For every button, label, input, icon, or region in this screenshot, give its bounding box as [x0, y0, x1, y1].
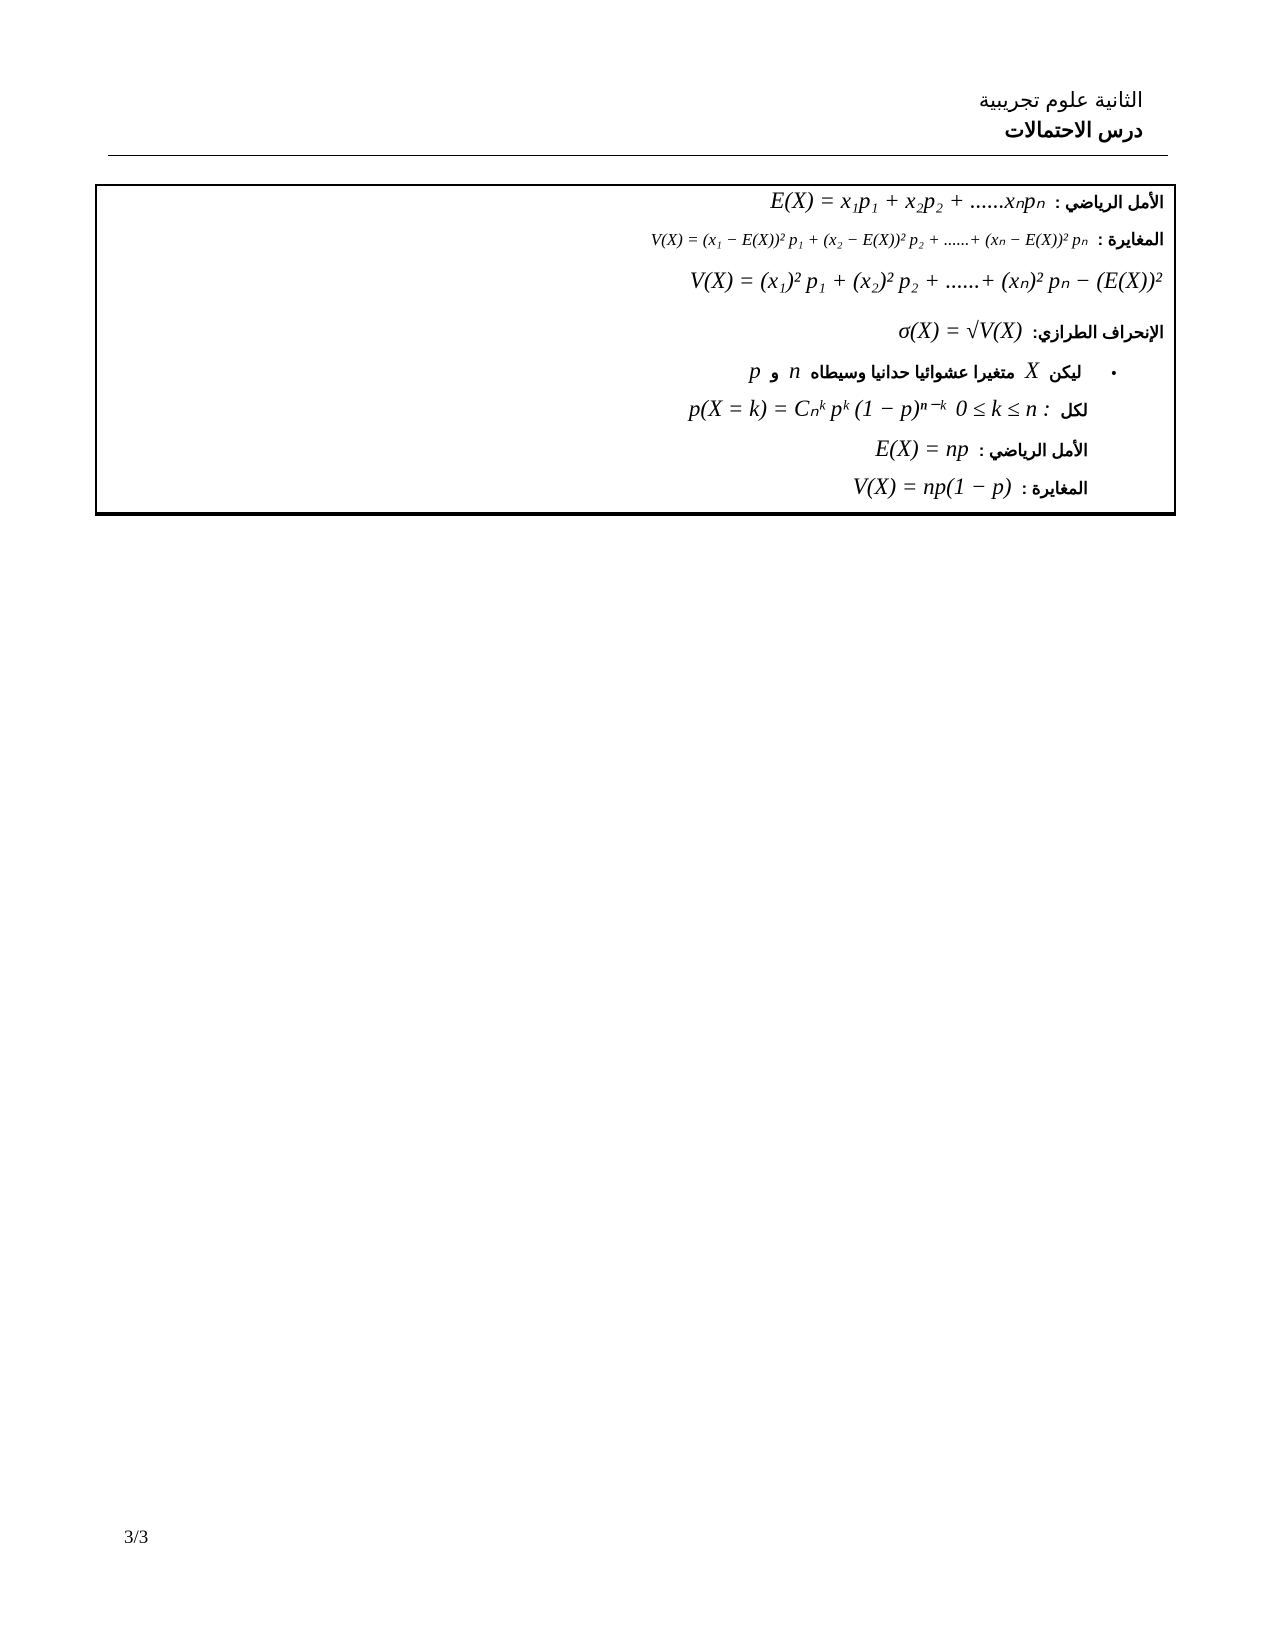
- binomial-pmf-row: [689, 396, 1088, 422]
- lesson-title: درس الاحتمالات: [1004, 119, 1143, 142]
- binomial-desc: متغيرا عشوائيا حدانيا وسيطاه: [810, 363, 1016, 382]
- binomial-expectation-row: [875, 436, 1088, 462]
- binomial-variance-label: المغايرة :: [1021, 479, 1088, 498]
- expectation-label: الأمل الرياضي :: [1054, 193, 1164, 212]
- std-dev-label: الإنحراف الطرازي:: [1032, 323, 1164, 342]
- expectation-formula: E(X) = x₁p₁ + x₂p₂ + ......xₙpₙ: [770, 188, 1045, 213]
- binomial-def-row: [749, 358, 1118, 384]
- and-label: و: [770, 363, 780, 382]
- binomial-expectation-label: الأمل الرياضي :: [978, 441, 1088, 460]
- var-x: X: [1025, 358, 1040, 383]
- formula-box: [95, 184, 1176, 516]
- param-p: p: [749, 358, 761, 383]
- variance-alt-row: [690, 268, 1162, 294]
- binomial-variance-row: [853, 474, 1088, 500]
- binomial-pmf-formula: p(X = k) = Cₙᵏ pᵏ (1 − p)ⁿ⁻ᵏ: [688, 396, 946, 421]
- binomial-variance-formula: V(X) = np(1 − p): [852, 474, 1012, 499]
- page-number: 3/3: [124, 1527, 149, 1548]
- for-all-label: لكل: [1060, 401, 1088, 420]
- param-n: n: [789, 358, 801, 383]
- binomial-expectation-formula: E(X) = np: [875, 436, 969, 461]
- k-range: 0 ≤ k ≤ n :: [955, 396, 1051, 421]
- page-header: [979, 86, 1143, 146]
- expectation-row: [770, 188, 1164, 214]
- variance-alt-formula: V(X) = (x₁)² p₁ + (x₂)² p₂ + ......+ (xₙ)² pₙ − (E(X))²: [689, 268, 1162, 293]
- std-dev-row: [899, 318, 1164, 344]
- variance-formula: V(X) = (x₁ − E(X))² p₁ + (x₂ − E(X))² p₂ + ......+ (xₙ − E(X))² pₙ: [650, 230, 1088, 249]
- let-label: ليكن: [1049, 363, 1082, 382]
- variance-row: [651, 230, 1164, 250]
- class-level: الثانية علوم تجريبية: [978, 89, 1143, 112]
- std-dev-formula: σ(X) = √V(X): [898, 318, 1023, 343]
- header-divider: [108, 155, 1168, 156]
- bullet-icon: •: [1109, 366, 1118, 382]
- variance-label: المغايرة :: [1097, 230, 1164, 249]
